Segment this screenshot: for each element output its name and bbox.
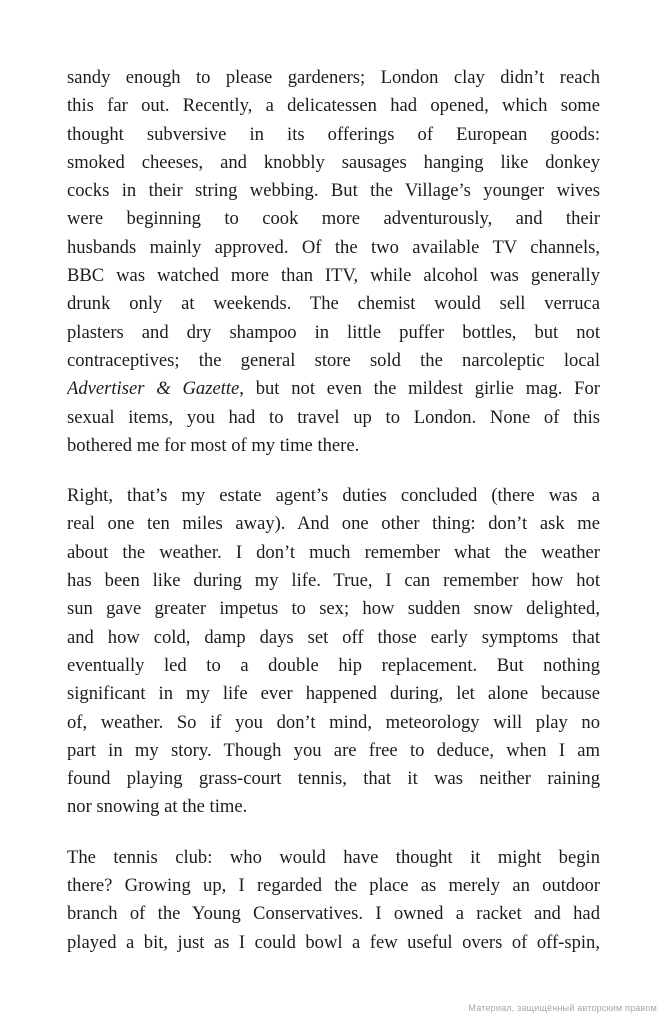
- text-line: drunk only at weekends. The chemist would sell verruca: [67, 293, 600, 315]
- text-line: part in my story. Though you are free to deduce, when I am: [67, 739, 600, 761]
- text-line: there? Growing up, I regarded the place as merely an outdoor: [67, 875, 600, 897]
- text-line: Advertiser & Gazette, but not even the mildest girlie mag. For: [67, 378, 600, 400]
- text-line: has been like during my life. True, I can remember how hot: [67, 570, 600, 592]
- text-line: real one ten miles away). And one other thing: don’t ask me: [67, 513, 600, 535]
- text-line: contraceptives; the general store sold the narcoleptic local: [67, 349, 600, 371]
- page-text: [67, 64, 600, 979]
- text-line: sandy enough to please gardeners; London clay didn’t reach: [67, 67, 600, 88]
- paragraph-3: [67, 844, 600, 957]
- text-line: played a bit, just as I could bowl a few useful overs of off-spin,: [67, 931, 600, 953]
- text-line: about the weather. I don’t much remember what the weather: [67, 541, 600, 563]
- text-line: The tennis club: who would have thought it might begin: [67, 846, 600, 868]
- text-line: smoked cheeses, and knobbly sausages hanging like donkey: [67, 151, 600, 173]
- text-line: significant in my life ever happened during, let alone because: [67, 683, 600, 705]
- text-line: found playing grass-court tennis, that it was neither raining: [67, 768, 600, 790]
- text-line: and how cold, damp days set off those early symptoms that: [67, 626, 600, 648]
- copyright-notice: Материал, защищённый авторским правом: [468, 1003, 657, 1013]
- text-line: thought subversive in its offerings of European goods:: [67, 123, 600, 145]
- paragraph-2: [67, 482, 600, 822]
- text-line: bothered me for most of my time there.: [67, 434, 360, 456]
- text-line: Right, that’s my estate agent’s duties concluded (there was a: [67, 485, 600, 507]
- text-line: BBC was watched more than ITV, while alcohol was generally: [67, 265, 600, 287]
- text-line: of, weather. So if you don’t mind, meteorology will play no: [67, 711, 600, 733]
- text-line: were beginning to cook more adventurously, and their: [67, 208, 600, 230]
- text-line: plasters and dry shampoo in little puffer bottles, but not: [67, 321, 600, 343]
- paragraph-1: [67, 64, 600, 460]
- text-line: this far out. Recently, a delicatessen had opened, which some: [67, 95, 600, 117]
- text-line: nor snowing at the time.: [67, 796, 248, 818]
- text-line: sexual items, you had to travel up to London. None of this: [67, 406, 600, 428]
- text-line: husbands mainly approved. Of the two available TV channels,: [67, 236, 600, 258]
- text-line: eventually led to a double hip replacement. But nothing: [67, 654, 600, 676]
- text-line: sun gave greater impetus to sex; how sudden snow delighted,: [67, 598, 600, 620]
- text-line: branch of the Young Conservatives. I owned a racket and had: [67, 903, 600, 925]
- text-line: cocks in their string webbing. But the Village’s younger wives: [67, 180, 600, 202]
